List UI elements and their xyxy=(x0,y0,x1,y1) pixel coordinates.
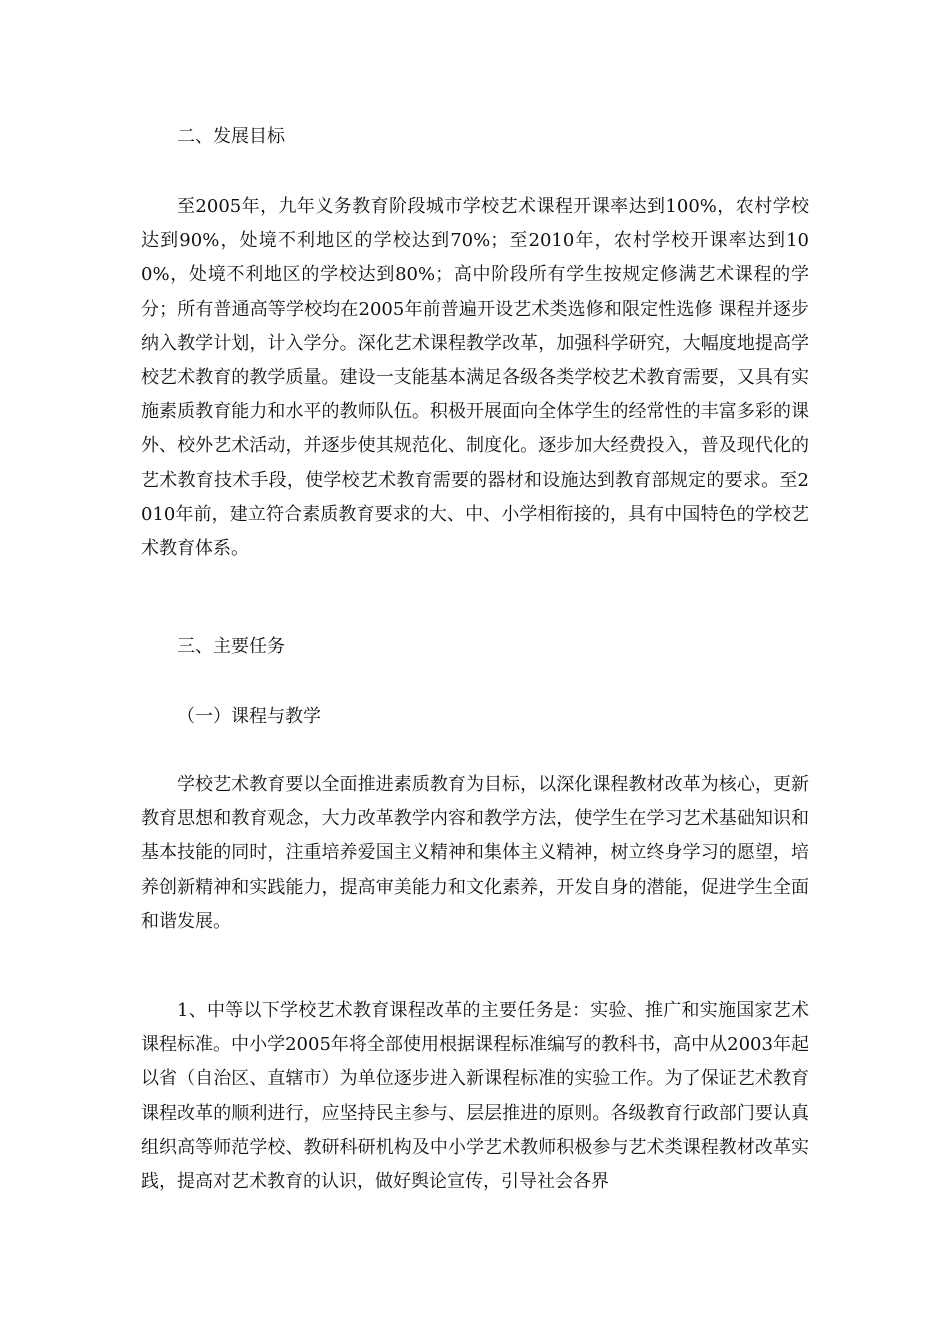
section-heading-tasks: 三、主要任务 xyxy=(177,636,285,657)
paragraph-goals: 至2005年，九年义务教育阶段城市学校艺术课程开课率达到100%，农村学校达到90%，处境不利地区的学校达到70%；至2010年，农村学校开课率达到100%，处境不利地区的学校达到80%；高中阶段所有学生按规定修满艺术课程的学分；所有普通高等学校均在2005年前普遍开设艺术类选修和限定性选修 课程并逐步纳入教学计划，计入学分。深化艺术课程教学改革，加强科学研究，大幅度地提高学校艺术教育的教学质量。建设一支能基本满足各级各类学校艺术教育需要，又具有实施素质教育能力和水平的教师队伍。积极开展面向全体学生的经常性的丰富多彩的课外、校外艺术活动，并逐步使其规范化、制度化。逐步加大经费投入，普及现代化的艺术教育技术手段，使学校艺术教育需要的器材和设施达到教育部规定的要求。至2010年前，建立符合素质教育要求的大、中、小学相衔接的，具有中国特色的学校艺术教育体系。 xyxy=(141,196,809,560)
paragraph-item-1: 1、中等以下学校艺术教育课程改革的主要任务是：实验、推广和实施国家艺术课程标准。中小学2005年将全部使用根据课程标准编写的教科书，高中从2003年起以省（自治区、直辖市）为单位逐步进入新课程标准的实验工作。为了保证艺术教育课程改革的顺利进行，应坚持民主参与、层层推进的原则。各级教育行政部门要认真组织高等师范学校、教研科研机构及中小学艺术教师积极参与艺术类课程教材改革实践，提高对艺术教育的认识，做好舆论宣传，引导社会各界 xyxy=(141,1000,809,1193)
paragraph-course-teaching: 学校艺术教育要以全面推进素质教育为目标，以深化课程教材改革为核心，更新教育思想和教育观念，大力改革教学内容和教学方法，使学生在学习艺术基础知识和基本技能的同时，注重培养爱国主义精神和集体主义精神，树立终身学习的愿望，培养创新精神和实践能力，提高审美能力和文化素养，开发自身的潜能，促进学生全面和谐发展。 xyxy=(141,774,809,932)
section-heading-goals: 二、发展目标 xyxy=(177,126,285,147)
subsection-heading-course: （一）课程与教学 xyxy=(177,706,321,727)
